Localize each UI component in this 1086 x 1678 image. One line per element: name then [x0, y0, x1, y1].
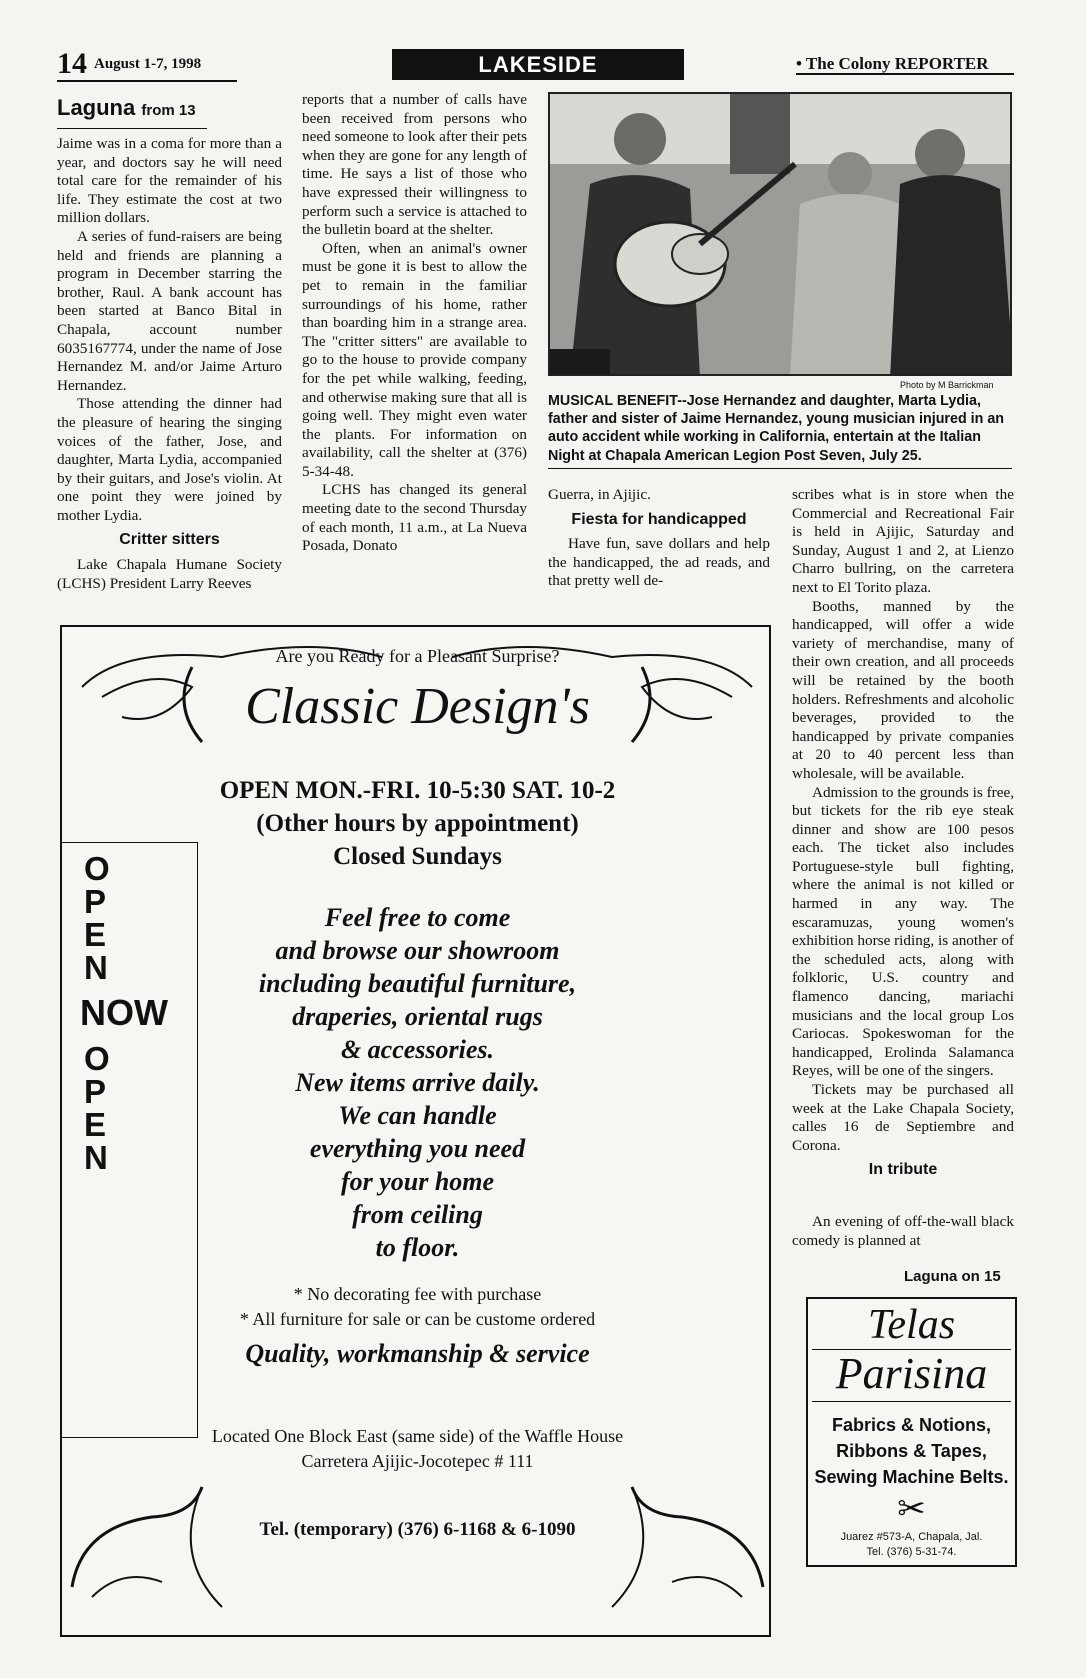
pitch-line: everything you need	[309, 1134, 526, 1163]
paragraph: Jaime was in a coma for more than a year, and doctors say he will need total care for the remainder of his life. They estimate the cost at two million dollars.	[57, 135, 282, 227]
musicians-photo-illustration	[550, 94, 1012, 376]
ad-hours-appointment: (Other hours by appointment)	[256, 810, 579, 837]
masthead-rule-right	[796, 73, 1014, 75]
paragraph: Admission to the grounds is free, but tickets for the rib eye steak dinner and show are 100 pesos each. The ticket also includes Portuguese-style bull fighting, where the animal is not killed or harmed in any way. The escaramuzas, young women's exhibition horse riding, is another of the scheduled acts, along with folkloric, U.S. country and flamenco dancing, mariachi musicians and the local group Los Cariocas. Spokeswoman for the handicapped, Erolinda Salamanca Reyes, will be one of the singers.	[792, 783, 1014, 1080]
ornamental-scroll-bottom	[62, 1467, 773, 1627]
article-column-1	[57, 95, 282, 593]
photo-caption: MUSICAL BENEFIT--Jose Hernandez and daughter, Marta Lydia, father and sister of Jaime Hernandez, young musician injured in an auto accident while working in California, entertain at the Italian Night at Chapala American Legion Post Seven, July 25.	[548, 393, 1005, 464]
open-letter: P	[84, 883, 107, 920]
pitch-line: We can handle	[338, 1101, 497, 1130]
article-column-3	[548, 486, 770, 591]
caption-rule	[548, 468, 1012, 469]
pitch-line: New items arrive daily.	[295, 1068, 540, 1097]
paragraph: Often, when an animal's owner must be gone it is best to allow the pet to remain in the familiar surroundings of his home, rather than boarding him in a strange area. The "critter sitters" are available to go to the house to provide company for the pet while walking, feeding, and otherwise making sure that all is going well. They might even water the plants. For information on availability, call the shelter at (376) 5-34-48.	[302, 239, 527, 480]
ad-slogan: Quality, workmanship & service	[245, 1339, 590, 1368]
newspaper-name: • The Colony REPORTER	[796, 54, 989, 73]
ad-closed-sundays: Closed Sundays	[333, 843, 502, 870]
open-letter: O	[84, 850, 110, 887]
pitch-line: including beautiful furniture,	[258, 969, 577, 998]
pitch-line: Feel free to come	[324, 903, 511, 932]
issue-date: August 1-7, 1998	[94, 56, 202, 72]
paragraph: Tickets may be purchased all week at the Lake Chapala Society, calles 16 de Septiembre and Corona.	[792, 1081, 1014, 1154]
ad2-belts: Sewing Machine Belts.	[814, 1467, 1009, 1487]
section-banner: LAKESIDE	[392, 49, 684, 80]
ad2-address: Juarez #573-A, Chapala, Jal.	[840, 1531, 983, 1543]
open-letter: O	[84, 1040, 110, 1077]
continued-line: Laguna on 15	[904, 1268, 1001, 1285]
subhead-critter-sitters: Critter sitters	[119, 531, 220, 549]
paragraph: Guerra, in Ajijic.	[548, 486, 651, 503]
ad-telephone: Tel. (temporary) (376) 6-1168 & 6-1090	[259, 1519, 576, 1540]
paragraph: Lake Chapala Humane Society (LCHS) President Larry Reeves	[57, 556, 282, 592]
photo-credit: Photo by M Barrickman	[900, 380, 994, 390]
headline-rule	[57, 128, 207, 129]
pitch-line: & accessories.	[340, 1035, 495, 1064]
open-letter: E	[84, 916, 107, 953]
tribute-paragraph: An evening of off-the-wall black comedy is planned at	[792, 1213, 1014, 1249]
pitch-line: for your home	[340, 1167, 495, 1196]
pitch-line: to floor.	[375, 1233, 460, 1262]
open-letter: N	[84, 1139, 108, 1176]
ad2-ribbons: Ribbons & Tapes,	[836, 1441, 987, 1461]
classic-designs-advertisement	[60, 625, 771, 1637]
paragraph: reports that a number of calls have been received from persons who need someone to look after their pets when they are gone for any length of time. He says a list of those who have expressed their willingness to perform such a service is attached to the bulletin board at the shelter.	[302, 91, 527, 239]
ad-pitch	[62, 901, 773, 1264]
article-headline: Laguna from 13	[57, 95, 196, 120]
paragraph: Booths, manned by the handicapped, will offer a wide variety of merchandise, many of their own creation, and all proceeds will be retained by the booth holders. Refreshments and alcoholic beverages, provided to the handicapped by private companies at 20 to 40 percent less than wholesale, will be available.	[792, 597, 1014, 782]
article-column-4	[792, 486, 1014, 1186]
subhead-fiesta-for-handicapped: Fiesta for handicapped	[571, 510, 747, 528]
ad-no-fee-note: * No decorating fee with purchase	[293, 1284, 542, 1304]
pitch-line: and browse our showroom	[275, 936, 560, 965]
ad-furniture-note: * All furniture for sale or can be custome ordered	[239, 1309, 596, 1329]
ad2-name-line2: Parisina	[812, 1349, 1011, 1402]
ad2-fabrics: Fabrics & Notions,	[831, 1415, 992, 1435]
open-letter: N	[84, 949, 108, 986]
open-now-word: NOW	[80, 992, 168, 1033]
telas-parisina-advertisement	[806, 1297, 1017, 1567]
subhead-in-tribute: In tribute	[868, 1161, 938, 1179]
article-column-2	[302, 91, 527, 556]
ad-hours: OPEN MON.-FRI. 10-5:30 SAT. 10-2	[219, 777, 616, 804]
paragraph: A series of fund-raisers are being held and friends are planning a program in December starring the brother, Raul. A bank account has been started at Banco Bital in Chapala, account number 6035167774, under the name of Jose Hernandez M. and/or Jaime Arturo Hernandez.	[57, 227, 282, 394]
news-photo	[548, 92, 1012, 376]
paragraph: LCHS has changed its general meeting date to the second Thursday of each month, 11 a.m., at La Nueva Posada, Donato	[302, 481, 527, 555]
ad-brand-name: Classic Design's	[245, 678, 590, 735]
ad-location: Located One Block East (same side) of the Waffle House	[211, 1426, 624, 1446]
ad2-name-line1: Telas	[867, 1302, 956, 1348]
open-letter: P	[84, 1073, 107, 1110]
paragraph: Those attending the dinner had the pleasure of hearing the singing voices of the father, Jose, and daughter, Marta Lydia, accompanied by their guitars, and Jose's violin. At one point they were joined by mother Lydia.	[57, 395, 282, 524]
pitch-line: draperies, oriental rugs	[292, 1002, 543, 1031]
masthead-rule-left	[57, 80, 237, 82]
ad2-telephone: Tel. (376) 5-31-74.	[866, 1546, 957, 1558]
ad-address: Carretera Ajijic-Jocotepec # 111	[301, 1451, 534, 1471]
pitch-line: from ceiling	[352, 1200, 483, 1229]
open-letter: E	[84, 1106, 107, 1143]
scissors-icon: ✂	[897, 1491, 926, 1528]
paragraph: Have fun, save dollars and help the handicapped, the ad reads, and that pretty well de-	[548, 535, 770, 590]
paragraph: scribes what is in store when the Commercial and Recreational Fair is held in Ajijic, Saturday and Sunday, August 1 and 2, at Lienzo Charro bullring, on the carretera next to El Torito plaza.	[792, 486, 1014, 596]
page-number: 14	[57, 47, 87, 80]
ad-tagline: Are you Ready for a Pleasant Surprise?	[275, 646, 560, 666]
